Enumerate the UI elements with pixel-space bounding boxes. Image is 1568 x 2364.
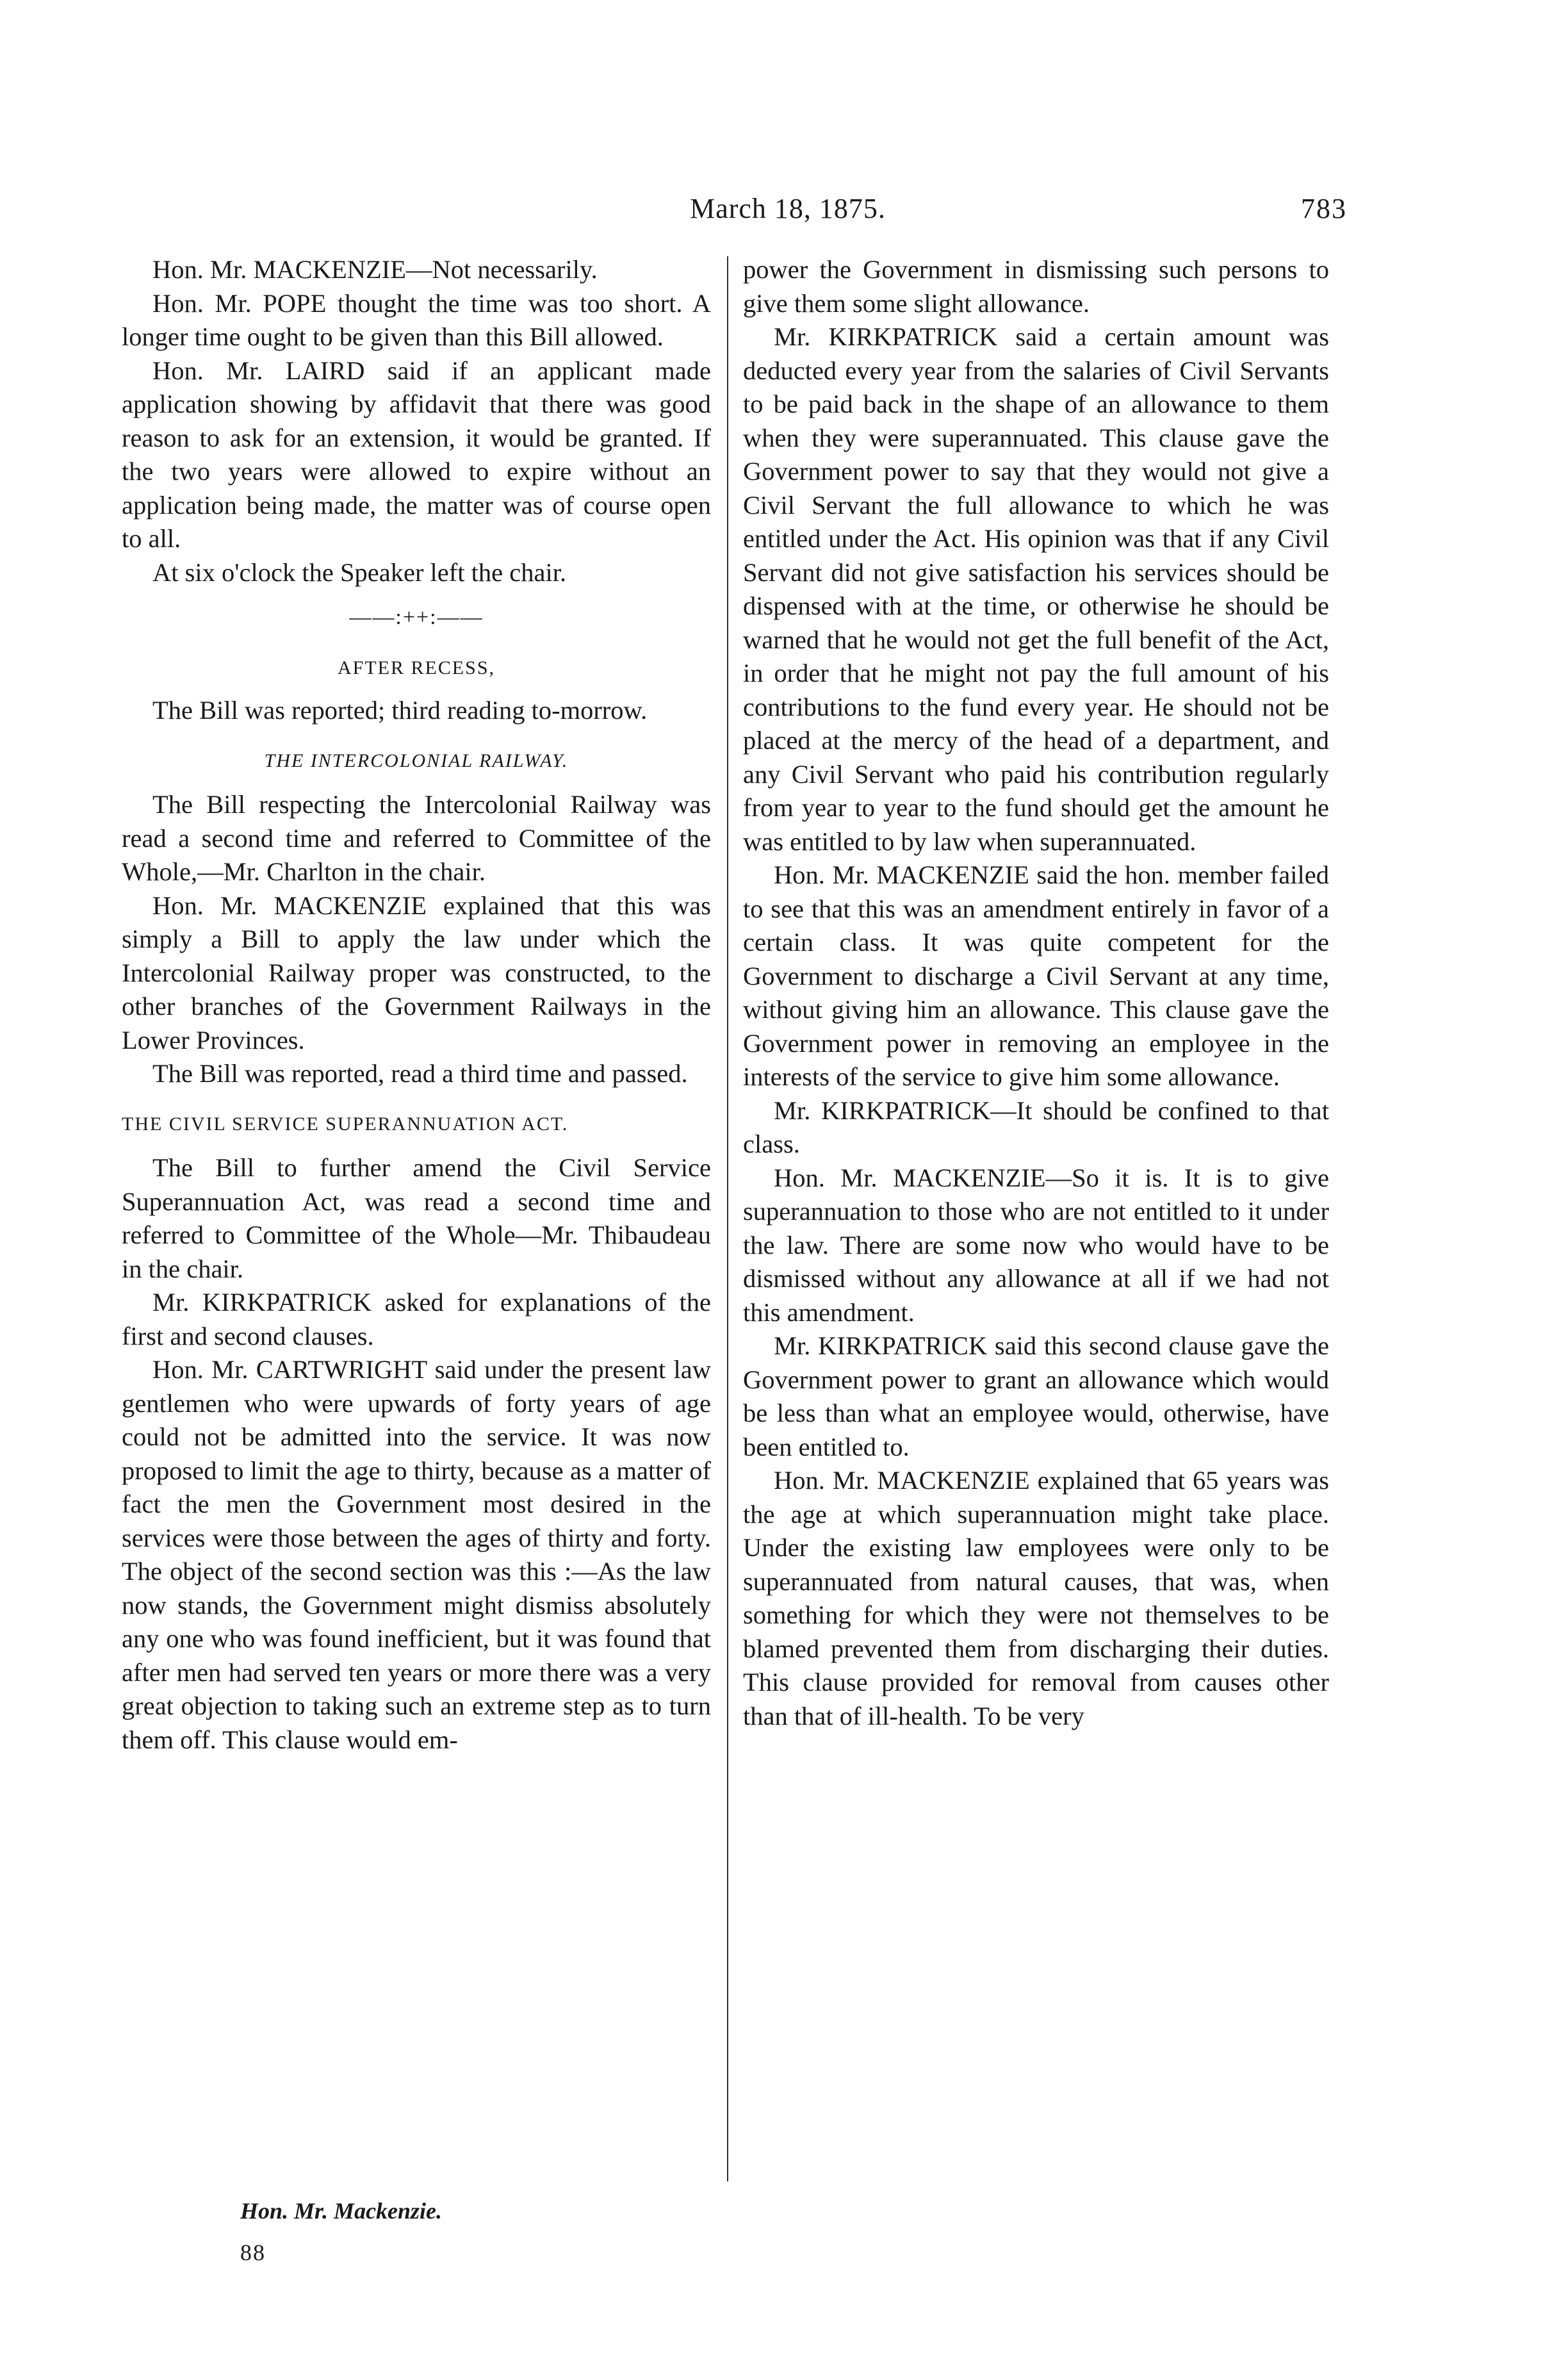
- running-header: [0, 192, 1568, 237]
- paragraph: The Bill to further amend the Civil Service Superannuation Act, was read a second time and referred to Committee of the Whole—Mr. Thibaudeau in the chair.: [122, 1153, 711, 1283]
- paragraph: Hon. Mr. CARTWRIGHT said under the present law gentlemen who were upwards of forty years of age could not be admitted into the service. It was now proposed to limit the age to thirty, because as a matter of fact the men the Government most desired in the services were those between the ages of thirty and forty. The object of the second section was this :—As the law now stands, the Government might dismiss absolutely any one who was found inefficient, but it was found that after men had served ten years or more there was a very great objection to taking such an extreme step as to turn them off. This clause would em-: [122, 1355, 711, 1754]
- left-column: [122, 253, 711, 1757]
- running-footer: Hon. Mr. Mackenzie.: [240, 2198, 443, 2224]
- section-heading: THE INTERCOLONIAL RAILWAY.: [264, 750, 569, 771]
- paragraph: At six o'clock the Speaker left the chair.: [152, 557, 567, 587]
- section-heading: THE CIVIL SERVICE SUPERANNUATION ACT.: [122, 1113, 569, 1135]
- column-divider: [727, 256, 728, 2181]
- paragraph: The Bill was reported; third reading to-morrow.: [152, 696, 648, 725]
- paragraph: The Bill respecting the Intercolonial Railway was read a second time and referred to Committee of the Whole,—Mr. Charlton in the chair.: [122, 790, 711, 886]
- paragraph: Hon. Mr. MACKENZIE—Not necessarily.: [152, 255, 598, 284]
- signature-mark: 88: [240, 2240, 266, 2265]
- paragraph: Hon. Mr. LAIRD said if an applicant made application showing by affidavit that there was good reason to ask for an extension, it would be granted. If the two years were allowed to expire without an application being made, the matter was of course open to all.: [122, 356, 711, 553]
- paragraph: Mr. KIRKPATRICK said this second clause gave the Government power to grant an allowance which would be less than what an employee would, otherwise, have been entitled to.: [743, 1331, 1329, 1461]
- section-separator: ——:++:——: [349, 605, 484, 629]
- section-heading: AFTER RECESS,: [337, 657, 496, 678]
- paragraph: Hon. Mr. MACKENZIE explained that 65 years was the age at which superannuation might take place. Under the existing law employees were only to be superannuated from natural causes, that was, when something for which they were not themselves to be blamed prevented them from discharging their duties. This clause provided for removal from causes other than that of ill-health. To be very: [743, 1466, 1329, 1730]
- paragraph: Hon. Mr. MACKENZIE—So it is. It is to give superannuation to those who are not entitled to it under the law. There are some now who would have to be dismissed without any allowance at all if we had not this amendment.: [743, 1163, 1329, 1327]
- page-date: March 18, 1875.: [690, 193, 886, 224]
- paragraph: Hon. Mr. MACKENZIE said the hon. member failed to see that this was an amendment entirely in favor of a certain class. It was quite competent for the Government to discharge a Civil Servant at any time, without giving him an allowance. This clause gave the Government power in removing an employee in the interests of the service to give him some allowance.: [743, 860, 1329, 1091]
- paragraph: The Bill was reported, read a third time and passed.: [152, 1059, 688, 1088]
- paragraph: Mr. KIRKPATRICK asked for explanations of the first and second clauses.: [122, 1288, 711, 1350]
- paragraph: power the Government in dismissing such persons to give them some slight allowance.: [743, 255, 1329, 318]
- page-number: 783: [1301, 193, 1347, 224]
- paragraph: Mr. KIRKPATRICK said a certain amount was deducted every year from the salaries of Civil Servants to be paid back in the shape of an allowance to them when they were superannuated. This clause gave the Government power to say that they would not give a Civil Servant the full allowance to which he was entitled under the Act. His opinion was that if any Civil Servant did not give satisfaction his services should be dispensed with at the time, or otherwise he should be warned that he would not get the full benefit of the Act, in order that he might not pay the full amount of his contributions to the fund every year. He should not be placed at the mercy of the head of a department, and any Civil Servant who paid his contribution regularly from year to year to the fund should get the amount he was entitled to by law when superannuated.: [743, 322, 1329, 856]
- paragraph: Mr. KIRKPATRICK—It should be confined to that class.: [743, 1096, 1329, 1158]
- right-column: [743, 253, 1329, 1733]
- paragraph: Hon. Mr. MACKENZIE explained that this was simply a Bill to apply the law under which the Intercolonial Railway proper was constructed, to the other branches of the Government Railways in the Lower Provinces.: [122, 891, 711, 1055]
- paragraph: Hon. Mr. POPE thought the time was too short. A longer time ought to be given than this Bill allowed.: [122, 288, 711, 351]
